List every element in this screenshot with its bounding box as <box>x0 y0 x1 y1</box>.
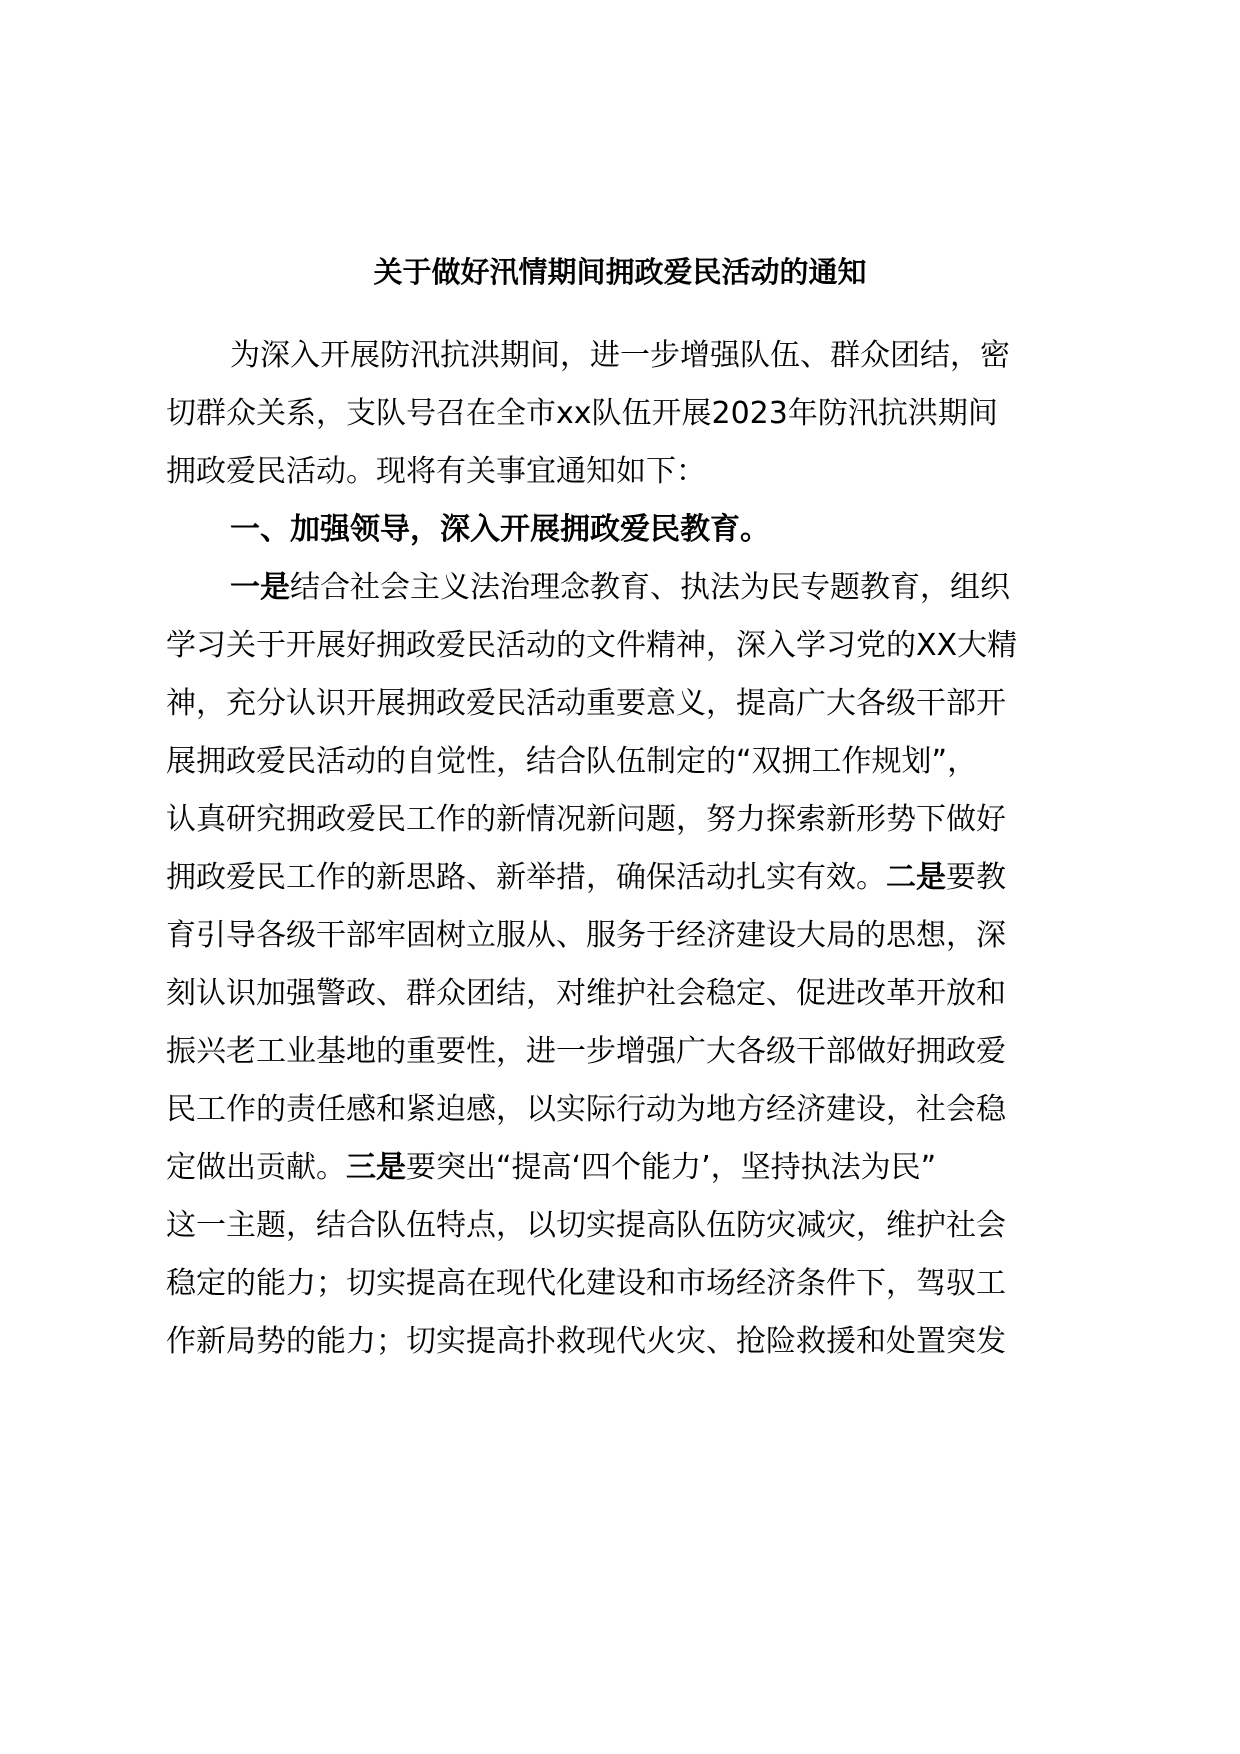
paragraph-line-7: 育引导各级干部牢固树立服从、服务于经济建设大局的思想，深 <box>166 918 1006 953</box>
paragraph-line-10: 民工作的责任感和紧迫感，以实际行动为地方经济建设，社会稳 <box>166 1092 1006 1127</box>
intro-line-1: 为深入开展防汛抗洪期间，进一步增强队伍、群众团结，密 <box>230 338 1010 373</box>
paragraph-line-14: 作新局势的能力；切实提高扑救现代火灾、抢险救援和处置突发 <box>166 1324 1006 1359</box>
paragraph-text: 定做出贡献。 <box>166 1150 346 1185</box>
paragraph-line-3: 神，充分认识开展拥政爱民活动重要意义，提高广大各级干部开 <box>166 686 1006 721</box>
paragraph-line-12: 这一主题，结合队伍特点，以切实提高队伍防灾减灾，维护社会 <box>166 1208 1006 1243</box>
paragraph-line-2: 学习关于开展好拥政爱民活动的文件精神，深入学习党的XX大精 <box>166 628 1018 663</box>
point-marker-2: 二是 <box>886 860 946 895</box>
paragraph-text: 拥政爱民工作的新思路、新举措，确保活动扎实有效。 <box>166 860 886 895</box>
paragraph-text: 要教 <box>946 860 1006 895</box>
paragraph-text: 要突出“提高‘四个能力’，坚持执法为民” <box>406 1150 937 1185</box>
point-marker-1: 一是 <box>230 570 290 605</box>
paragraph-line-9: 振兴老工业基地的重要性，进一步增强广大各级干部做好拥政爱 <box>166 1034 1006 1069</box>
intro-line-2: 切群众关系，支队号召在全市xx队伍开展2023年防汛抗洪期间 <box>166 396 998 431</box>
paragraph-line-8: 刻认识加强警政、群众团结，对维护社会稳定、促进改革开放和 <box>166 976 1006 1011</box>
paragraph-line-4: 展拥政爱民活动的自觉性，结合队伍制定的“双拥工作规划”， <box>166 744 978 779</box>
point-marker-3: 三是 <box>346 1150 406 1185</box>
document-title: 关于做好汛情期间拥政爱民活动的通知 <box>373 255 867 289</box>
intro-line-3: 拥政爱民活动。现将有关事宜通知如下： <box>166 454 706 489</box>
paragraph-line-11 <box>166 1148 936 1188</box>
section-heading-1: 一、加强领导，深入开展拥政爱民教育。 <box>230 512 770 547</box>
paragraph-line-13: 稳定的能力；切实提高在现代化建设和市场经济条件下，驾驭工 <box>166 1266 1006 1301</box>
paragraph-line-6 <box>166 858 1006 898</box>
paragraph-line-1 <box>230 568 1010 608</box>
paragraph-line-5: 认真研究拥政爱民工作的新情况新问题，努力探索新形势下做好 <box>166 802 1006 837</box>
paragraph-text: 结合社会主义法治理念教育、执法为民专题教育，组织 <box>290 570 1010 605</box>
